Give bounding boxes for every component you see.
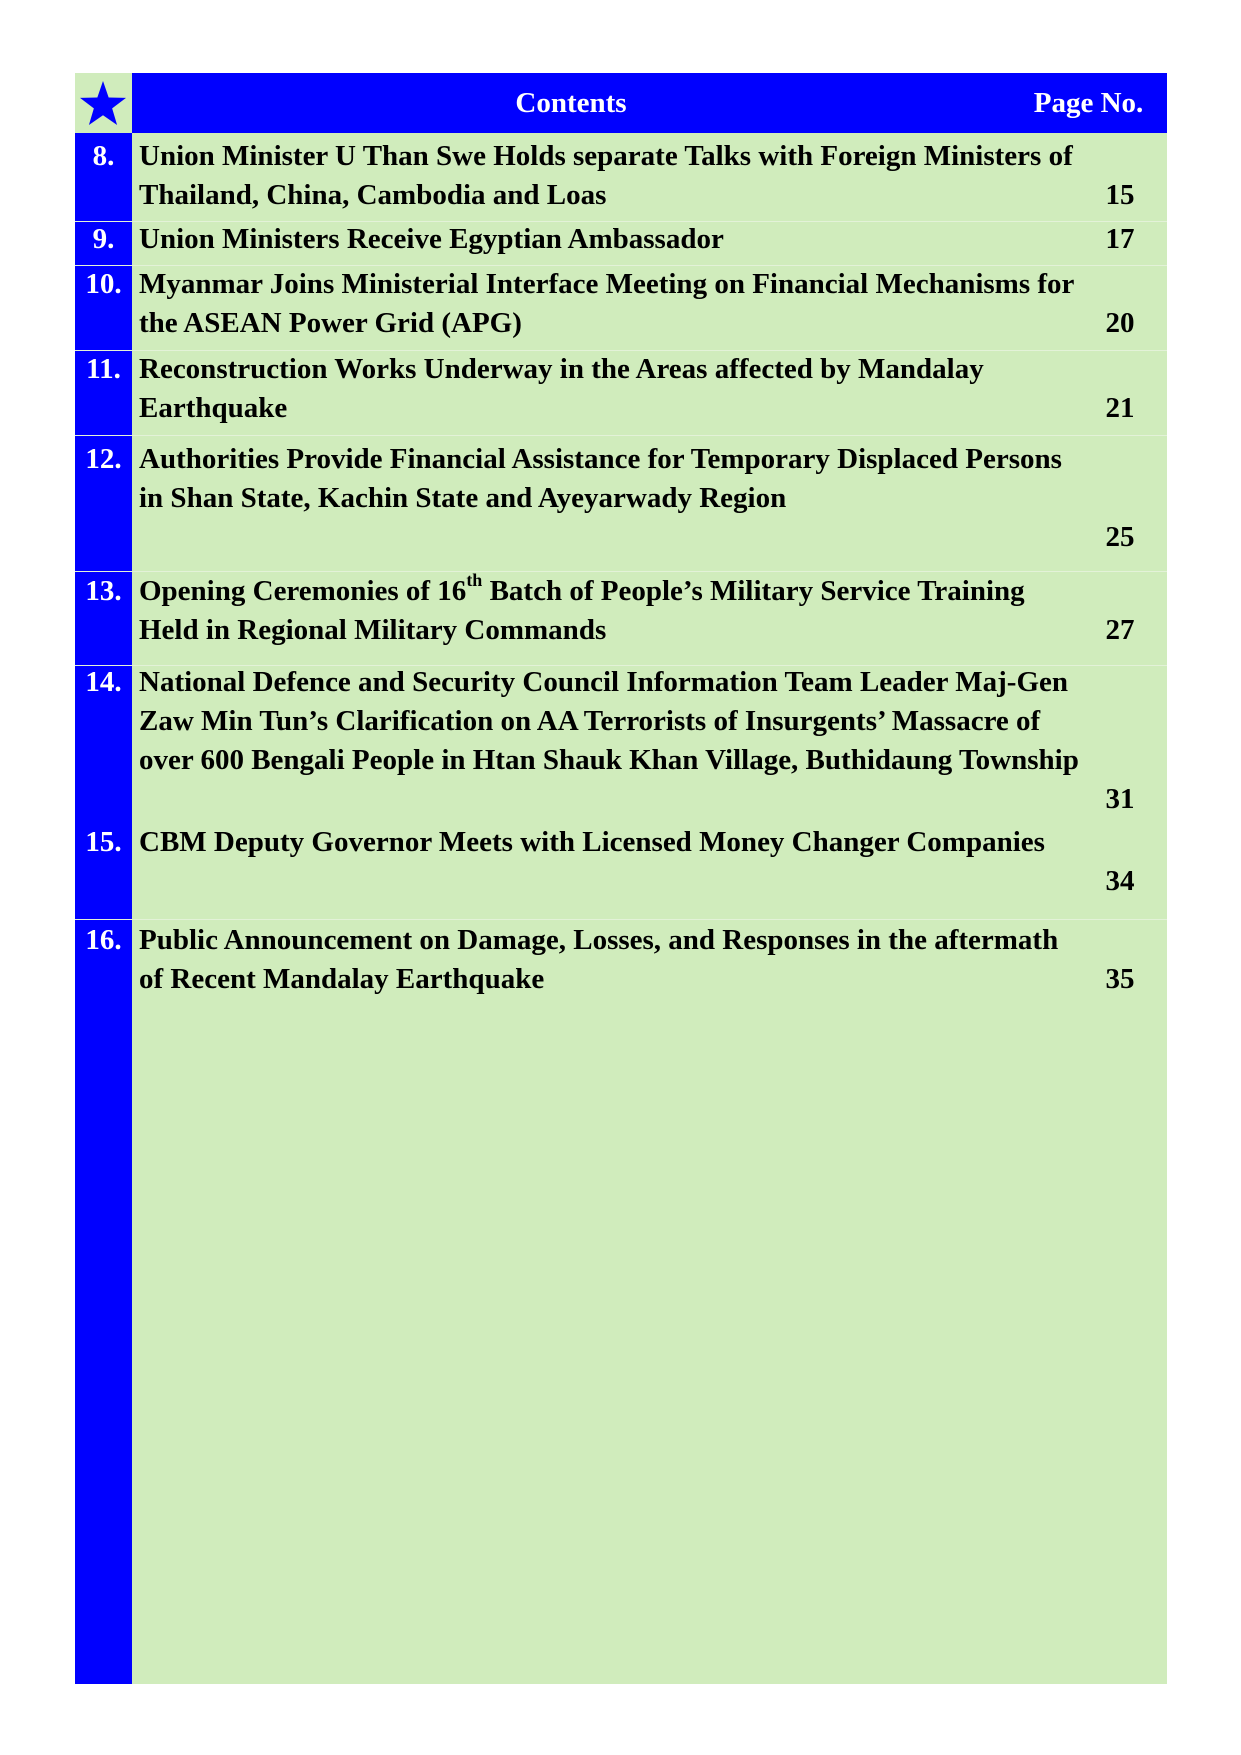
entry-title-part: Batch of People’s Military Service Training Held in Regional Military Commands xyxy=(139,575,1025,646)
entry-number: 13. xyxy=(85,575,122,607)
entry-page: 15 xyxy=(1105,179,1135,211)
entry-page: 25 xyxy=(1105,521,1135,553)
contents-heading: Contents xyxy=(515,87,627,119)
entry-title: CBM Deputy Governor Meets with Licensed Money Changer Companies xyxy=(139,826,1045,858)
entry-number: 12. xyxy=(85,443,122,475)
entry-title: Public Announcement on Damage, Losses, and Responses in the aftermath of Recent Mandalay Earthquake xyxy=(139,924,1059,995)
toc-entry[interactable] xyxy=(75,265,1167,339)
star-cell xyxy=(75,73,132,133)
entry-title: Union Ministers Receive Egyptian Ambassador xyxy=(139,223,724,255)
entry-number: 9. xyxy=(92,223,115,255)
toc-entry[interactable] xyxy=(75,919,1167,995)
toc-header xyxy=(75,73,1167,133)
entry-page: 35 xyxy=(1105,963,1135,995)
entry-title: National Defence and Security Council Information Team Leader Maj-Gen Zaw Min Tun’s Clarification on AA Terrorists of Insurgents’ Massacre of over 600 Bengali People in Htan Shauk Khan Village, Buthidaung Township xyxy=(139,666,1079,776)
entry-title-part: Opening Ceremonies of 16 xyxy=(139,575,467,607)
entry-page: 27 xyxy=(1105,614,1135,646)
toc-entry[interactable] xyxy=(75,570,1167,646)
toc-entry[interactable] xyxy=(75,665,1167,815)
entry-title: Myanmar Joins Ministerial Interface Meeting on Financial Mechanisms for the ASEAN Power Grid (APG) xyxy=(139,268,1074,339)
star-icon xyxy=(79,80,127,126)
entry-title: Union Minister U Than Swe Holds separate Talks with Foreign Ministers of Thailand, China, Cambodia and Loas xyxy=(139,140,1073,211)
toc-entry[interactable] xyxy=(75,350,1167,424)
entry-title xyxy=(139,572,1084,650)
entry-number: 14. xyxy=(85,666,122,698)
entry-title: Reconstruction Works Underway in the Areas affected by Mandalay Earthquake xyxy=(139,353,984,424)
entry-number: 10. xyxy=(85,268,122,300)
entry-page: 20 xyxy=(1105,307,1135,339)
entry-number: 11. xyxy=(86,353,121,385)
toc-entry[interactable] xyxy=(75,435,1167,553)
ordinal-superscript: th xyxy=(466,570,483,591)
entry-page: 21 xyxy=(1105,392,1135,424)
table-of-contents xyxy=(75,73,1167,1684)
entry-page: 34 xyxy=(1105,865,1135,897)
page-no-heading: Page No. xyxy=(1033,87,1144,119)
entry-title: Authorities Provide Financial Assistance for Temporary Displaced Persons in Shan State, Kachin State and Ayeyarwady Region xyxy=(139,443,1062,514)
toc-entry[interactable] xyxy=(75,221,1167,255)
entry-number: 16. xyxy=(85,924,122,956)
entry-number: 8. xyxy=(92,140,115,172)
entry-page: 17 xyxy=(1105,223,1135,255)
entry-page: 31 xyxy=(1105,783,1135,815)
entry-number: 15. xyxy=(85,826,122,858)
